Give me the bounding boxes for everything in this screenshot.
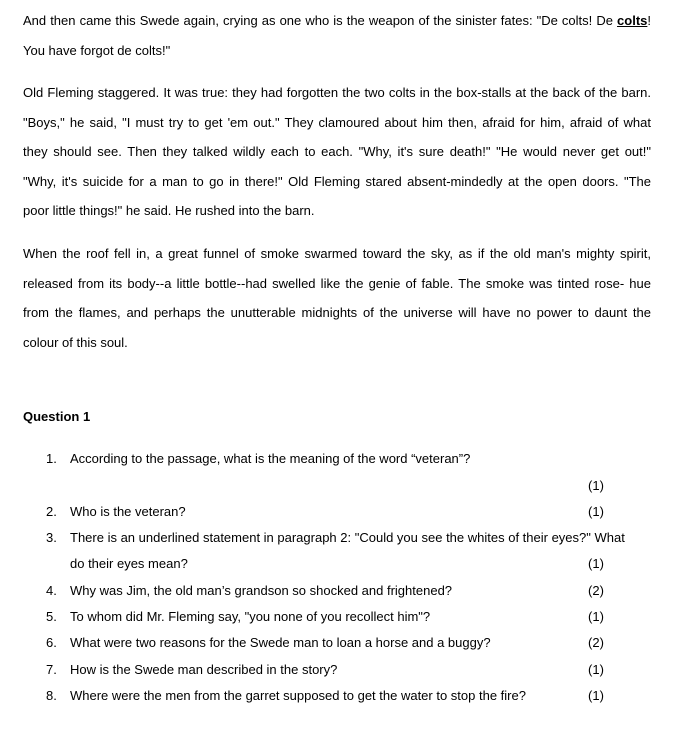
question-item-2 bbox=[46, 499, 606, 525]
question-text: What were two reasons for the Swede man to loan a horse and a buggy? bbox=[70, 635, 491, 650]
paragraph-3-line: released from its body--a little bottle--had swelled like the genie of fable. The smoke was tinted rose- hue bbox=[23, 275, 651, 291]
question-number: 8. bbox=[46, 688, 57, 703]
question-number: 4. bbox=[46, 583, 57, 598]
question-item-8 bbox=[46, 683, 606, 709]
question-text-continued: do their eyes mean? bbox=[70, 556, 188, 571]
question-item-6 bbox=[46, 630, 606, 656]
question-text: Why was Jim, the old man’s grandson so shocked and frightened? bbox=[70, 583, 453, 598]
paragraph-3-line: colour of this soul. bbox=[23, 334, 128, 350]
question-mark-7: (1) bbox=[588, 662, 604, 677]
question-number: 7. bbox=[46, 662, 57, 677]
paragraph-3-line: from the flames, and perhaps the unutterable midnights of the universe will have no power to daunt the bbox=[23, 305, 651, 320]
paragraph-3-line: When the roof fell in, a great funnel of smoke swarmed toward the sky, as if the old man's mighty spirit, bbox=[23, 246, 651, 261]
paragraph-2-line: "Boys," he said, "I must try to get 'em out." They clamoured about him then, afraid for him, afraid of what bbox=[23, 114, 651, 130]
question-text: Where were the men from the garret supposed to get the water to stop the fire? bbox=[70, 688, 526, 703]
paragraph-1-line-1 bbox=[23, 6, 651, 36]
question-mark-6: (2) bbox=[588, 635, 604, 650]
question-mark-5: (1) bbox=[588, 609, 604, 624]
question-item-7 bbox=[46, 657, 606, 683]
paragraph-3 bbox=[23, 239, 651, 357]
question-mark-3: (1) bbox=[588, 556, 604, 571]
question-mark-2: (1) bbox=[588, 504, 604, 519]
question-item-1 bbox=[46, 446, 606, 472]
question-number: 5. bbox=[46, 609, 57, 624]
paragraph-1-punct: ! bbox=[647, 13, 651, 28]
question-number: 6. bbox=[46, 635, 57, 650]
paragraph-1-text: And then came this Swede again, crying as one who is the weapon of the sinister fates: "De colts! De bbox=[23, 13, 618, 28]
question-text: There is an underlined statement in paragraph 2: "Could you see the whites of their eyes?" What bbox=[70, 530, 625, 545]
question-text: How is the Swede man described in the story? bbox=[70, 662, 338, 677]
question-number: 1. bbox=[46, 451, 57, 466]
paragraph-2 bbox=[23, 78, 651, 226]
question-item-5 bbox=[46, 604, 606, 630]
paragraph-2-line: Old Fleming staggered. It was true: they had forgotten the two colts in the box-stalls at the back of the barn. bbox=[23, 85, 651, 100]
question-item-3 bbox=[46, 525, 625, 551]
paragraph-2-line: poor little things!" he said. He rushed into the barn. bbox=[23, 203, 315, 218]
question-mark-4: (2) bbox=[588, 583, 604, 598]
question-number: 2. bbox=[46, 504, 57, 519]
paragraph-2-line: "Why, it's suicide for a man to go in there!" Old Fleming stared absent-mindedly at the open doors. "The bbox=[23, 173, 651, 189]
paragraph-1-line-2: You have forgot de colts!" bbox=[23, 42, 171, 58]
paragraph-1 bbox=[23, 6, 651, 65]
question-text: According to the passage, what is the meaning of the word “veteran”? bbox=[70, 451, 471, 466]
question-text: To whom did Mr. Fleming say, "you none of you recollect him"? bbox=[70, 609, 431, 624]
question-text: Who is the veteran? bbox=[70, 504, 186, 519]
question-heading: Question 1 bbox=[23, 409, 91, 424]
underlined-word-colts: colts bbox=[617, 13, 648, 28]
question-mark-1: (1) bbox=[588, 478, 604, 493]
paragraph-2-line: they should see. Then they talked wildly each to each. "Why, it's sure death!" "He would never get out!" bbox=[23, 144, 651, 159]
question-mark-8: (1) bbox=[588, 688, 604, 703]
question-number: 3. bbox=[46, 530, 57, 545]
question-item-4 bbox=[46, 578, 606, 604]
question-item-3-continued bbox=[46, 551, 606, 577]
